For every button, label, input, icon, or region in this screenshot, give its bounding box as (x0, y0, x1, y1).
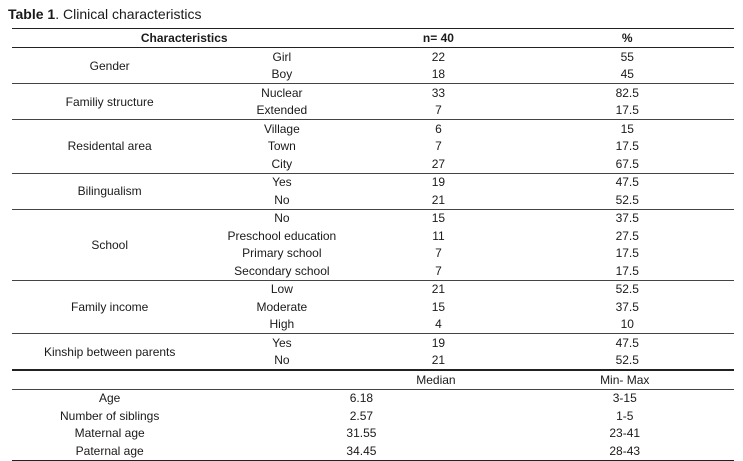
variable-cell: Maternal age (74, 426, 145, 441)
category-cell: Boy (271, 67, 293, 82)
min-max-cell: 23-41 (609, 426, 641, 441)
percent-cell: 52.5 (615, 192, 639, 207)
variable-cell: Age (98, 391, 121, 406)
count-cell: 7 (435, 263, 442, 278)
category-cell: Town (267, 139, 296, 154)
category-cell: Yes (207, 334, 356, 352)
group-label: School (12, 209, 207, 280)
percent-cell: 52.5 (615, 353, 639, 368)
group-label: Residental area (12, 120, 207, 174)
percent-cell: 37.5 (521, 209, 735, 227)
category-cell: Low (207, 280, 356, 298)
table-row (12, 209, 734, 227)
percent-cell: 27.5 (615, 228, 639, 243)
percent-cell: 67.5 (615, 156, 639, 171)
count-cell: 18 (431, 67, 446, 82)
count-cell: 15 (356, 209, 520, 227)
count-cell: 7 (435, 246, 442, 261)
table-row (12, 389, 734, 407)
variable-cell: Number of siblings (59, 408, 160, 423)
count-cell: 21 (356, 280, 520, 298)
min-max-cell: 28-43 (515, 442, 734, 460)
category-cell: Moderate (256, 299, 308, 314)
count-cell: 7 (435, 139, 442, 154)
percent-cell: 45 (620, 67, 634, 82)
percent-cell: 47.5 (521, 173, 735, 191)
table-row (12, 173, 734, 191)
header-median: Median (356, 370, 515, 389)
count-cell: 4 (435, 317, 442, 332)
count-cell: 21 (431, 353, 446, 368)
count-cell: 27 (431, 156, 446, 171)
percent-cell: 10 (620, 317, 634, 332)
category-cell: City (271, 156, 293, 171)
percent-cell: 55 (620, 49, 634, 64)
header-row (12, 29, 734, 48)
category-cell: Girl (272, 49, 292, 64)
table-row (12, 425, 734, 443)
table-row (12, 120, 734, 138)
median-cell: 31.55 (346, 426, 377, 441)
table-caption (8, 6, 201, 22)
category-cell: High (269, 317, 295, 332)
category-cell: Secondary school (234, 263, 330, 278)
table-row (12, 48, 734, 66)
count-cell: 15 (431, 299, 446, 314)
table-row (12, 84, 734, 102)
variable-cell: Paternal age (12, 442, 207, 460)
group-label: Bilingualism (12, 173, 207, 209)
table-body (12, 29, 734, 461)
percent-cell: 52.5 (521, 280, 735, 298)
table-row (12, 407, 734, 425)
table-row (12, 280, 734, 298)
category-cell: No (207, 209, 356, 227)
header-percent: % (521, 29, 735, 48)
percent-cell: 17.5 (615, 139, 639, 154)
blank-cell (12, 370, 356, 389)
category-cell: Extended (256, 103, 308, 118)
category-cell: Preschool education (227, 228, 337, 243)
percent-cell: 17.5 (615, 263, 639, 278)
count-cell: 21 (431, 192, 446, 207)
table-number: Table 1 (8, 6, 56, 22)
count-cell: 22 (431, 49, 446, 64)
group-label: Familiy structure (12, 84, 207, 120)
count-cell: 19 (356, 173, 520, 191)
percent-cell: 47.5 (521, 334, 735, 352)
continuous-header-row (12, 370, 734, 389)
table-row (12, 334, 734, 352)
group-label: Family income (12, 280, 207, 334)
percent-cell: 17.5 (615, 103, 639, 118)
header-min-max: Min- Max (515, 370, 734, 389)
group-label: Kinship between parents (12, 334, 207, 371)
count-cell: 6 (356, 120, 520, 138)
percent-cell: 82.5 (521, 84, 735, 102)
category-cell: Village (207, 120, 356, 138)
table-title: . Clinical characteristics (55, 6, 202, 22)
count-cell: 19 (356, 334, 520, 352)
count-cell: 33 (356, 84, 520, 102)
category-cell: Primary school (242, 246, 322, 261)
percent-cell: 15 (521, 120, 735, 138)
median-cell: 34.45 (207, 442, 515, 460)
percent-cell: 37.5 (615, 299, 639, 314)
clinical-characteristics-table (12, 28, 734, 461)
count-cell: 7 (435, 103, 442, 118)
median-cell: 2.57 (349, 408, 374, 423)
median-cell: 6.18 (349, 391, 374, 406)
header-n: n= 40 (356, 29, 520, 48)
category-cell: Nuclear (207, 84, 356, 102)
min-max-cell: 1-5 (616, 408, 634, 423)
category-cell: No (274, 353, 290, 368)
category-cell: Yes (207, 173, 356, 191)
table-row (12, 442, 734, 460)
group-label: Gender (89, 58, 130, 73)
header-characteristics: Characteristics (12, 29, 356, 48)
category-cell: No (274, 192, 290, 207)
count-cell: 11 (432, 228, 445, 243)
percent-cell: 17.5 (615, 246, 639, 261)
min-max-cell: 3-15 (612, 391, 637, 406)
